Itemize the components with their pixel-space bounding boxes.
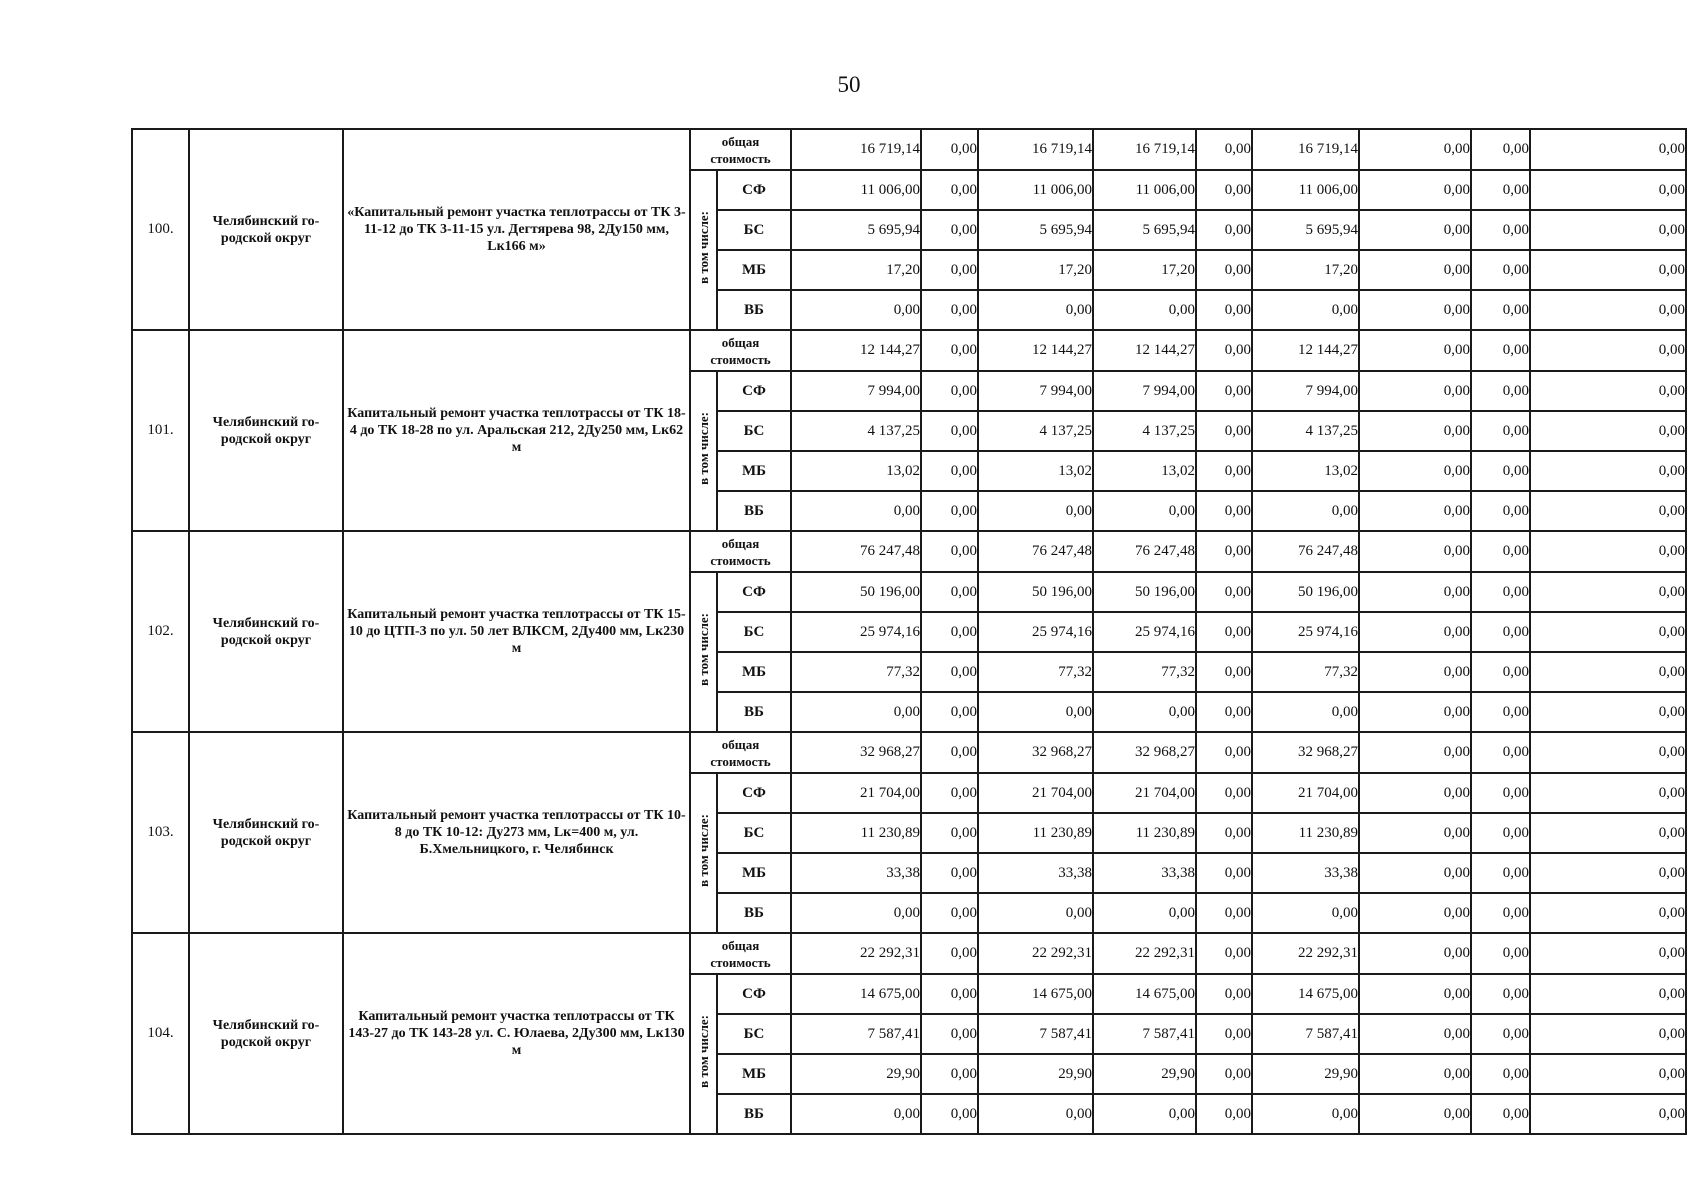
value-cell: 0,00 [1359, 853, 1471, 893]
value-cell: 0,00 [921, 411, 978, 451]
district-name: Челябинский го-родской округ [189, 933, 343, 1134]
value-cell: 7 994,00 [1093, 371, 1196, 411]
including-label [690, 974, 717, 1134]
value-cell: 0,00 [921, 732, 978, 773]
district-name: Челябинский го-родской округ [189, 531, 343, 732]
value-cell: 0,00 [921, 813, 978, 853]
value-cell: 0,00 [921, 1014, 978, 1054]
value-cell: 0,00 [978, 893, 1093, 933]
value-cell: 0,00 [1471, 210, 1530, 250]
value-cell: 76 247,48 [1252, 531, 1359, 572]
value-cell: 0,00 [978, 491, 1093, 531]
value-cell: 0,00 [1530, 692, 1686, 732]
value-cell: 25 974,16 [1252, 612, 1359, 652]
value-cell: 7 994,00 [1252, 371, 1359, 411]
value-cell: 0,00 [921, 250, 978, 290]
value-cell: 5 695,94 [978, 210, 1093, 250]
value-cell: 0,00 [1196, 933, 1252, 974]
total-cost-label: общая стоимость [690, 933, 791, 974]
value-cell: 11 230,89 [1093, 813, 1196, 853]
value-cell: 0,00 [1196, 250, 1252, 290]
page-number: 50 [837, 72, 861, 97]
value-cell: 0,00 [1359, 732, 1471, 773]
value-cell: 4 137,25 [1252, 411, 1359, 451]
value-cell: 0,00 [1196, 572, 1252, 612]
funding-source: БС [717, 411, 791, 451]
value-cell: 0,00 [1471, 129, 1530, 170]
value-cell: 0,00 [1359, 210, 1471, 250]
value-cell: 0,00 [921, 572, 978, 612]
value-cell: 0,00 [1196, 732, 1252, 773]
value-cell: 7 587,41 [791, 1014, 921, 1054]
value-cell: 0,00 [1359, 371, 1471, 411]
value-cell: 0,00 [1471, 652, 1530, 692]
value-cell: 0,00 [1196, 652, 1252, 692]
value-cell: 0,00 [1359, 411, 1471, 451]
funding-source: СФ [717, 773, 791, 813]
value-cell: 0,00 [921, 773, 978, 813]
value-cell: 0,00 [1530, 411, 1686, 451]
value-cell: 0,00 [1471, 250, 1530, 290]
value-cell: 76 247,48 [978, 531, 1093, 572]
value-cell: 0,00 [921, 893, 978, 933]
value-cell: 11 006,00 [791, 170, 921, 210]
value-cell: 0,00 [921, 451, 978, 491]
value-cell: 0,00 [921, 612, 978, 652]
value-cell: 16 719,14 [1093, 129, 1196, 170]
value-cell: 5 695,94 [1093, 210, 1196, 250]
value-cell: 0,00 [1196, 853, 1252, 893]
value-cell: 77,32 [791, 652, 921, 692]
value-cell: 0,00 [1530, 773, 1686, 813]
value-cell: 0,00 [1359, 531, 1471, 572]
funding-table [131, 128, 1687, 1135]
value-cell: 0,00 [1093, 692, 1196, 732]
value-cell: 0,00 [1196, 773, 1252, 813]
value-cell: 0,00 [1471, 330, 1530, 371]
funding-source: МБ [717, 1054, 791, 1094]
value-cell: 0,00 [1196, 813, 1252, 853]
value-cell: 0,00 [791, 1094, 921, 1134]
value-cell: 0,00 [1471, 813, 1530, 853]
value-cell: 0,00 [1530, 612, 1686, 652]
value-cell: 7 994,00 [978, 371, 1093, 411]
funding-source: ВБ [717, 491, 791, 531]
funding-source: БС [717, 1014, 791, 1054]
value-cell: 0,00 [1196, 129, 1252, 170]
value-cell: 0,00 [1471, 1014, 1530, 1054]
value-cell: 29,90 [978, 1054, 1093, 1094]
funding-source: СФ [717, 572, 791, 612]
value-cell: 0,00 [1196, 893, 1252, 933]
value-cell: 22 292,31 [791, 933, 921, 974]
funding-source: МБ [717, 652, 791, 692]
value-cell: 12 144,27 [791, 330, 921, 371]
value-cell: 0,00 [1530, 330, 1686, 371]
value-cell: 0,00 [1471, 531, 1530, 572]
value-cell: 11 006,00 [1252, 170, 1359, 210]
value-cell: 0,00 [1196, 411, 1252, 451]
value-cell: 12 144,27 [1252, 330, 1359, 371]
district-name: Челябинский го-родской округ [189, 129, 343, 330]
value-cell: 33,38 [1252, 853, 1359, 893]
value-cell: 0,00 [921, 692, 978, 732]
value-cell: 0,00 [1359, 692, 1471, 732]
value-cell: 22 292,31 [1252, 933, 1359, 974]
value-cell: 0,00 [791, 290, 921, 330]
value-cell: 16 719,14 [978, 129, 1093, 170]
value-cell: 0,00 [1530, 371, 1686, 411]
value-cell: 0,00 [1252, 491, 1359, 531]
value-cell: 50 196,00 [1093, 572, 1196, 612]
value-cell: 0,00 [1252, 893, 1359, 933]
value-cell: 0,00 [1471, 893, 1530, 933]
value-cell: 12 144,27 [1093, 330, 1196, 371]
value-cell: 0,00 [978, 1094, 1093, 1134]
value-cell: 17,20 [1252, 250, 1359, 290]
value-cell: 21 704,00 [791, 773, 921, 813]
value-cell: 0,00 [1196, 330, 1252, 371]
value-cell: 0,00 [1359, 773, 1471, 813]
value-cell: 11 230,89 [791, 813, 921, 853]
value-cell: 11 230,89 [1252, 813, 1359, 853]
value-cell: 0,00 [1530, 853, 1686, 893]
value-cell: 33,38 [978, 853, 1093, 893]
value-cell: 0,00 [1196, 371, 1252, 411]
value-cell: 0,00 [791, 692, 921, 732]
value-cell: 0,00 [1530, 250, 1686, 290]
value-cell: 0,00 [1196, 451, 1252, 491]
item-number: 101. [132, 330, 189, 531]
value-cell: 21 704,00 [978, 773, 1093, 813]
value-cell: 0,00 [791, 491, 921, 531]
including-label-text: в том числе: [695, 412, 711, 485]
value-cell: 77,32 [1093, 652, 1196, 692]
value-cell: 7 587,41 [978, 1014, 1093, 1054]
value-cell: 0,00 [1359, 974, 1471, 1014]
value-cell: 13,02 [1252, 451, 1359, 491]
value-cell: 0,00 [1196, 290, 1252, 330]
value-cell: 0,00 [1359, 813, 1471, 853]
value-cell: 14 675,00 [1093, 974, 1196, 1014]
value-cell: 0,00 [921, 210, 978, 250]
value-cell: 0,00 [1093, 290, 1196, 330]
including-label-text: в том числе: [695, 613, 711, 686]
value-cell: 7 994,00 [791, 371, 921, 411]
value-cell: 50 196,00 [1252, 572, 1359, 612]
value-cell: 0,00 [921, 974, 978, 1014]
value-cell: 0,00 [921, 290, 978, 330]
value-cell: 0,00 [1359, 129, 1471, 170]
funding-source: ВБ [717, 692, 791, 732]
value-cell: 0,00 [1252, 290, 1359, 330]
value-cell: 29,90 [1252, 1054, 1359, 1094]
value-cell: 13,02 [978, 451, 1093, 491]
value-cell: 0,00 [1471, 371, 1530, 411]
value-cell: 25 974,16 [978, 612, 1093, 652]
value-cell: 0,00 [1196, 491, 1252, 531]
item-number: 102. [132, 531, 189, 732]
including-label-text: в том числе: [695, 211, 711, 284]
value-cell: 0,00 [1471, 170, 1530, 210]
value-cell: 0,00 [1471, 612, 1530, 652]
item-number: 103. [132, 732, 189, 933]
value-cell: 50 196,00 [791, 572, 921, 612]
value-cell: 0,00 [1471, 853, 1530, 893]
value-cell: 33,38 [791, 853, 921, 893]
value-cell: 0,00 [978, 692, 1093, 732]
value-cell: 0,00 [978, 290, 1093, 330]
value-cell: 0,00 [1093, 1094, 1196, 1134]
value-cell: 21 704,00 [1093, 773, 1196, 813]
value-cell: 0,00 [1359, 893, 1471, 933]
funding-source: СФ [717, 170, 791, 210]
value-cell: 0,00 [1471, 451, 1530, 491]
value-cell: 7 587,41 [1093, 1014, 1196, 1054]
funding-source: МБ [717, 451, 791, 491]
work-description: «Капитальный ремонт участка теплотрассы от ТК 3-11-12 до ТК 3-11-15 ул. Дегтярева 98, 2Ду150 мм, Lк166 м» [343, 129, 690, 330]
value-cell: 0,00 [1359, 933, 1471, 974]
value-cell: 17,20 [791, 250, 921, 290]
value-cell: 0,00 [1471, 732, 1530, 773]
value-cell: 0,00 [1359, 1054, 1471, 1094]
value-cell: 0,00 [1359, 1094, 1471, 1134]
value-cell: 0,00 [1359, 572, 1471, 612]
value-cell: 33,38 [1093, 853, 1196, 893]
value-cell: 16 719,14 [1252, 129, 1359, 170]
value-cell: 0,00 [921, 652, 978, 692]
value-cell: 0,00 [1471, 974, 1530, 1014]
value-cell: 0,00 [1196, 170, 1252, 210]
value-cell: 0,00 [1196, 210, 1252, 250]
value-cell: 21 704,00 [1252, 773, 1359, 813]
value-cell: 0,00 [1530, 491, 1686, 531]
value-cell: 0,00 [1471, 933, 1530, 974]
total-cost-label: общая стоимость [690, 129, 791, 170]
value-cell: 0,00 [1359, 170, 1471, 210]
total-cost-label: общая стоимость [690, 732, 791, 773]
value-cell: 13,02 [791, 451, 921, 491]
value-cell: 13,02 [1093, 451, 1196, 491]
value-cell: 0,00 [1359, 451, 1471, 491]
value-cell: 11 006,00 [978, 170, 1093, 210]
value-cell: 0,00 [1530, 1094, 1686, 1134]
value-cell: 0,00 [1530, 813, 1686, 853]
value-cell: 0,00 [921, 853, 978, 893]
total-cost-label: общая стоимость [690, 330, 791, 371]
item-number: 100. [132, 129, 189, 330]
value-cell: 11 230,89 [978, 813, 1093, 853]
value-cell: 0,00 [1359, 652, 1471, 692]
work-description: Капитальный ремонт участка теплотрассы от ТК 143-27 до ТК 143-28 ул. С. Юлаева, 2Ду300 мм, Lк130 м [343, 933, 690, 1134]
value-cell: 0,00 [921, 170, 978, 210]
value-cell: 0,00 [1530, 210, 1686, 250]
value-cell: 77,32 [1252, 652, 1359, 692]
district-name: Челябинский го-родской округ [189, 732, 343, 933]
work-description: Капитальный ремонт участка теплотрассы от ТК 15-10 до ЦТП-3 по ул. 50 лет ВЛКСМ, 2Ду400 мм, Lк230 м [343, 531, 690, 732]
including-label [690, 371, 717, 531]
funding-source: ВБ [717, 893, 791, 933]
value-cell: 0,00 [1530, 652, 1686, 692]
value-cell: 14 675,00 [1252, 974, 1359, 1014]
funding-source: ВБ [717, 290, 791, 330]
value-cell: 0,00 [1196, 531, 1252, 572]
value-cell: 0,00 [1530, 572, 1686, 612]
value-cell: 0,00 [1530, 1014, 1686, 1054]
value-cell: 0,00 [1252, 692, 1359, 732]
value-cell: 0,00 [921, 129, 978, 170]
value-cell: 0,00 [1196, 692, 1252, 732]
value-cell: 0,00 [1196, 974, 1252, 1014]
value-cell: 4 137,25 [978, 411, 1093, 451]
value-cell: 17,20 [1093, 250, 1196, 290]
including-label-text: в том числе: [695, 814, 711, 887]
value-cell: 29,90 [791, 1054, 921, 1094]
funding-source: СФ [717, 974, 791, 1014]
funding-source: БС [717, 612, 791, 652]
including-label [690, 170, 717, 330]
total-cost-label: общая стоимость [690, 531, 791, 572]
value-cell: 0,00 [1530, 1054, 1686, 1094]
value-cell: 5 695,94 [1252, 210, 1359, 250]
value-cell: 0,00 [921, 531, 978, 572]
value-cell: 16 719,14 [791, 129, 921, 170]
value-cell: 0,00 [921, 371, 978, 411]
value-cell: 0,00 [1196, 1014, 1252, 1054]
value-cell: 0,00 [1530, 933, 1686, 974]
value-cell: 0,00 [1471, 572, 1530, 612]
value-cell: 0,00 [1530, 974, 1686, 1014]
work-description: Капитальный ремонт участка теплотрассы от ТК 10-8 до ТК 10-12: Ду273 мм, Lк=400 м, ул. Б.Хмельницкого, г. Челябинск [343, 732, 690, 933]
value-cell: 0,00 [921, 1094, 978, 1134]
value-cell: 22 292,31 [978, 933, 1093, 974]
value-cell: 12 144,27 [978, 330, 1093, 371]
value-cell: 5 695,94 [791, 210, 921, 250]
value-cell: 11 006,00 [1093, 170, 1196, 210]
value-cell: 0,00 [1530, 451, 1686, 491]
value-cell: 0,00 [1471, 290, 1530, 330]
work-description: Капитальный ремонт участка теплотрассы от ТК 18-4 до ТК 18-28 по ул. Аральская 212, 2Ду250 мм, Lк62 м [343, 330, 690, 531]
value-cell: 0,00 [921, 330, 978, 371]
value-cell: 25 974,16 [791, 612, 921, 652]
value-cell: 0,00 [1252, 1094, 1359, 1134]
value-cell: 0,00 [1359, 612, 1471, 652]
value-cell: 0,00 [921, 1054, 978, 1094]
table-row [132, 330, 1686, 371]
value-cell: 32 968,27 [978, 732, 1093, 773]
funding-source: БС [717, 813, 791, 853]
value-cell: 32 968,27 [791, 732, 921, 773]
funding-source: МБ [717, 853, 791, 893]
value-cell: 29,90 [1093, 1054, 1196, 1094]
value-cell: 0,00 [921, 491, 978, 531]
value-cell: 17,20 [978, 250, 1093, 290]
value-cell: 0,00 [1359, 491, 1471, 531]
including-label [690, 773, 717, 933]
funding-source: БС [717, 210, 791, 250]
value-cell: 14 675,00 [791, 974, 921, 1014]
value-cell: 32 968,27 [1252, 732, 1359, 773]
value-cell: 4 137,25 [791, 411, 921, 451]
value-cell: 0,00 [1530, 531, 1686, 572]
value-cell: 0,00 [1196, 1054, 1252, 1094]
value-cell: 0,00 [791, 893, 921, 933]
funding-source: СФ [717, 371, 791, 411]
value-cell: 0,00 [1093, 893, 1196, 933]
value-cell: 25 974,16 [1093, 612, 1196, 652]
value-cell: 7 587,41 [1252, 1014, 1359, 1054]
value-cell: 77,32 [978, 652, 1093, 692]
value-cell: 0,00 [1093, 491, 1196, 531]
value-cell: 76 247,48 [1093, 531, 1196, 572]
value-cell: 0,00 [1471, 411, 1530, 451]
value-cell: 0,00 [921, 933, 978, 974]
value-cell: 0,00 [1530, 170, 1686, 210]
value-cell: 0,00 [1530, 893, 1686, 933]
including-label-text: в том числе: [695, 1015, 711, 1088]
district-name: Челябинский го-родской округ [189, 330, 343, 531]
value-cell: 0,00 [1471, 1054, 1530, 1094]
value-cell: 4 137,25 [1093, 411, 1196, 451]
value-cell: 76 247,48 [791, 531, 921, 572]
value-cell: 0,00 [1471, 692, 1530, 732]
value-cell: 0,00 [1196, 612, 1252, 652]
table-row [132, 129, 1686, 170]
value-cell: 14 675,00 [978, 974, 1093, 1014]
value-cell: 0,00 [1359, 1014, 1471, 1054]
value-cell: 0,00 [1359, 290, 1471, 330]
table-row [132, 732, 1686, 773]
funding-source: ВБ [717, 1094, 791, 1134]
item-number: 104. [132, 933, 189, 1134]
funding-source: МБ [717, 250, 791, 290]
value-cell: 0,00 [1359, 250, 1471, 290]
value-cell: 0,00 [1471, 773, 1530, 813]
value-cell: 0,00 [1471, 1094, 1530, 1134]
value-cell: 0,00 [1530, 129, 1686, 170]
value-cell: 32 968,27 [1093, 732, 1196, 773]
value-cell: 0,00 [1530, 290, 1686, 330]
value-cell: 22 292,31 [1093, 933, 1196, 974]
value-cell: 0,00 [1196, 1094, 1252, 1134]
table-row [132, 933, 1686, 974]
value-cell: 50 196,00 [978, 572, 1093, 612]
value-cell: 0,00 [1359, 330, 1471, 371]
value-cell: 0,00 [1471, 491, 1530, 531]
value-cell: 0,00 [1530, 732, 1686, 773]
including-label [690, 572, 717, 732]
table-row [132, 531, 1686, 572]
